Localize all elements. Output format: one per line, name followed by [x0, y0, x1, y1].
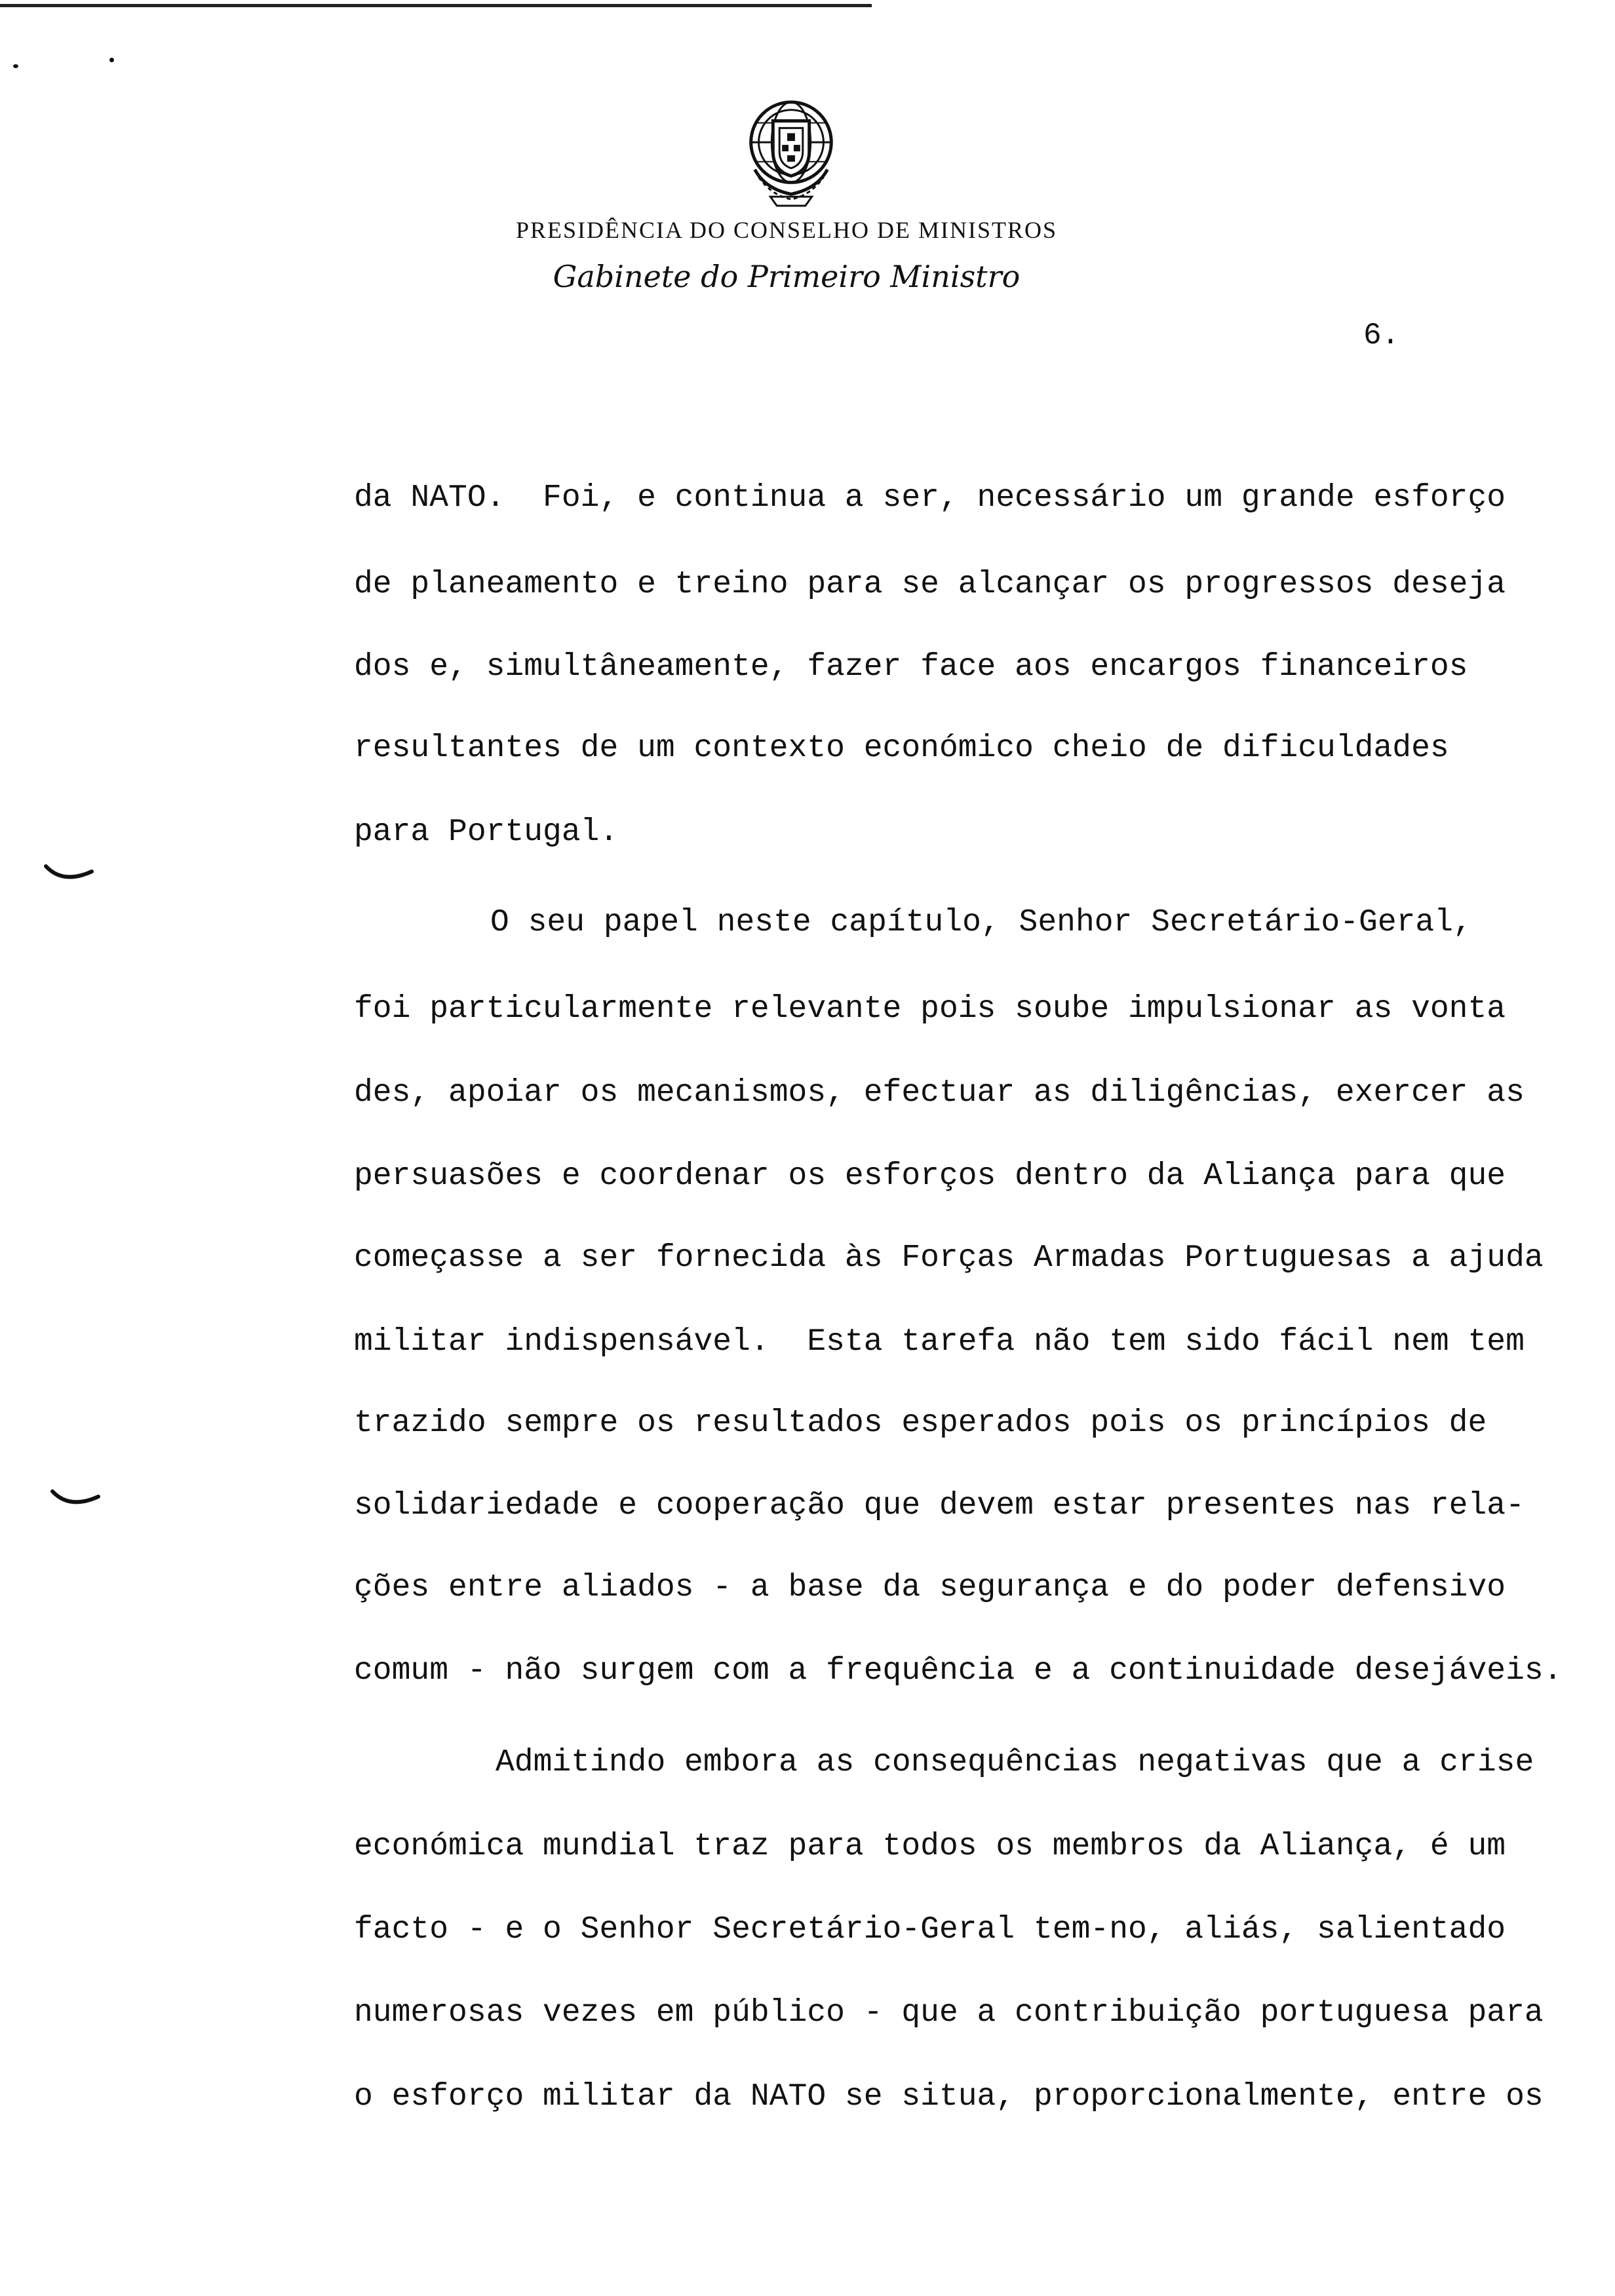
body-line: de planeamento e treino para se alcançar os progressos deseja: [354, 567, 1506, 602]
body-line: da NATO. Foi, e continua a ser, necessário um grande esforço: [354, 480, 1506, 516]
body-line: ções entre aliados - a base da segurança e do poder defensivo: [354, 1570, 1506, 1605]
body-line: trazido sempre os resultados esperados pois os princípios de: [354, 1406, 1487, 1441]
body-line: comum - não surgem com a frequência e a continuidade desejáveis.: [354, 1653, 1563, 1689]
page-number: 6.: [1363, 318, 1400, 353]
body-line: foi particularmente relevante pois soube impulsionar as vonta: [354, 991, 1506, 1027]
letterhead-subtitle: Gabinete do Primeiro Ministro: [553, 259, 1021, 294]
body-line: O seu papel neste capítulo, Senhor Secretário-Geral,: [490, 905, 1472, 940]
body-line: facto - e o Senhor Secretário-Geral tem-no, aliás, salientado: [354, 1912, 1506, 1947]
body-line: o esforço militar da NATO se situa, proporcionalmente, entre os: [354, 2079, 1544, 2114]
body-line: militar indispensável. Esta tarefa não tem sido fácil nem tem: [354, 1324, 1525, 1360]
body-line: des, apoiar os mecanismos, efectuar as diligências, exercer as: [354, 1075, 1525, 1111]
body-line: resultantes de um contexto económico cheio de dificuldades: [354, 731, 1449, 766]
body-line: Admitindo embora as consequências negativas que a crise: [496, 1745, 1534, 1780]
body-line: numerosas vezes em público - que a contribuição portuguesa para: [354, 1995, 1544, 2031]
body-line: começasse a ser fornecida às Forças Armadas Portuguesas a ajuda: [354, 1240, 1544, 1276]
body-line: solidariedade e cooperação que devem estar presentes nas rela-: [354, 1488, 1525, 1523]
body-line: dos e, simultâneamente, fazer face aos encargos financeiros: [354, 649, 1468, 685]
body-line: económica mundial traz para todos os membros da Aliança, é um: [354, 1829, 1506, 1864]
letterhead-title: PRESIDÊNCIA DO CONSELHO DE MINISTROS: [515, 217, 1058, 243]
body-line: persuasões e coordenar os esforços dentro da Aliança para que: [354, 1158, 1506, 1194]
body-line: para Portugal.: [354, 814, 619, 850]
